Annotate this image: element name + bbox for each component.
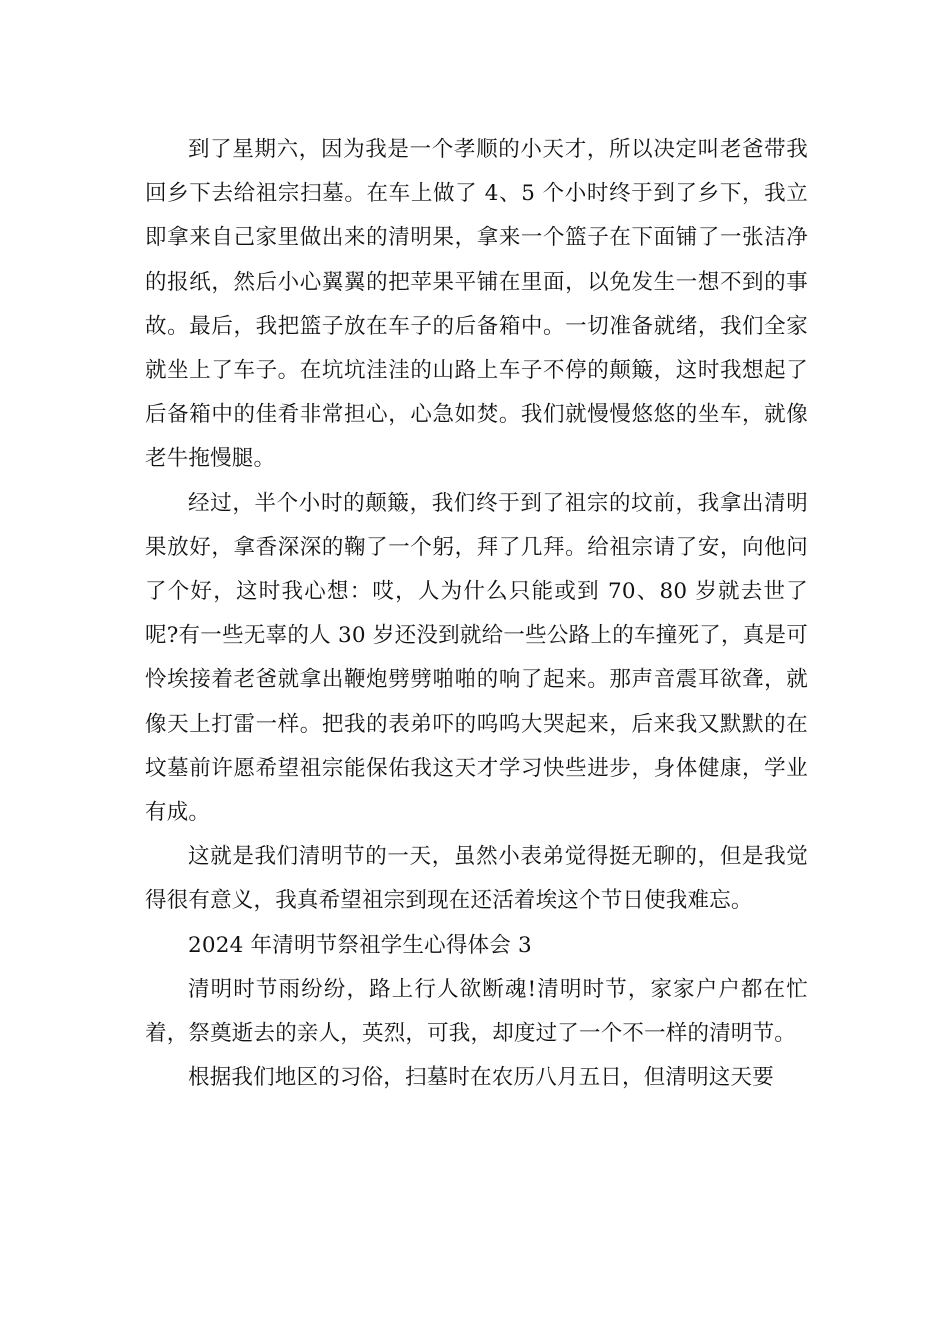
- paragraph-4: 清明时节雨纷纷，路上行人欲断魂!清明时节，家家户户都在忙着，祭奠逝去的亲人，英烈，可我，却度过了一个不一样的清明节。: [145, 976, 808, 1047]
- paragraph-5: 根据我们地区的习俗，扫墓时在农历八月五日，但清明这天要: [188, 1065, 774, 1091]
- paragraph-1: 到了星期六，因为我是一个孝顺的小天才，所以决定叫老爸带我回乡下去给祖宗扫墓。在车上做了 4、5 个小时终于到了乡下，我立即拿来自己家里做出来的清明果，拿来一个篮子在下面铺了一张洁净的报纸，然后小心翼翼的把苹果平铺在里面，以免发生一想不到的事故。最后，我把篮子放在车子的后备箱中。一切准备就绪，我们全家就坐上了车子。在坑坑洼洼的山路上车子不停的颠簸，这时我想起了后备箱中的佳肴非常担心，心急如焚。我们就慢慢悠悠的坐车，就像老牛拖慢腿。: [145, 137, 808, 472]
- section-heading: 2024 年清明节祭祖学生心得体会 3: [188, 932, 532, 958]
- paragraph-3: 这就是我们清明节的一天，虽然小表弟觉得挺无聊的，但是我觉得很有意义，我真希望祖宗到现在还活着埃这个节日使我难忘。: [145, 844, 808, 914]
- paragraph-2: 经过，半个小时的颠簸，我们终于到了祖宗的坟前，我拿出清明果放好，拿香深深的鞠了一个躬，拜了几拜。给祖宗请了安，向他问了个好，这时我心想：哎，人为什么只能或到 70、80 岁就去世了呢?有一些无辜的人 30 岁还没到就给一些公路上的车撞死了，真是可怜埃接着老爸就拿出鞭炮劈劈啪啪的响了起来。那声音震耳欲聋，就像天上打雷一样。把我的表弟吓的呜呜大哭起来，后来我又默默的在坟墓前许愿希望祖宗能保佑我这天才学习快些进步，身体健康，学业有成。: [145, 490, 808, 826]
